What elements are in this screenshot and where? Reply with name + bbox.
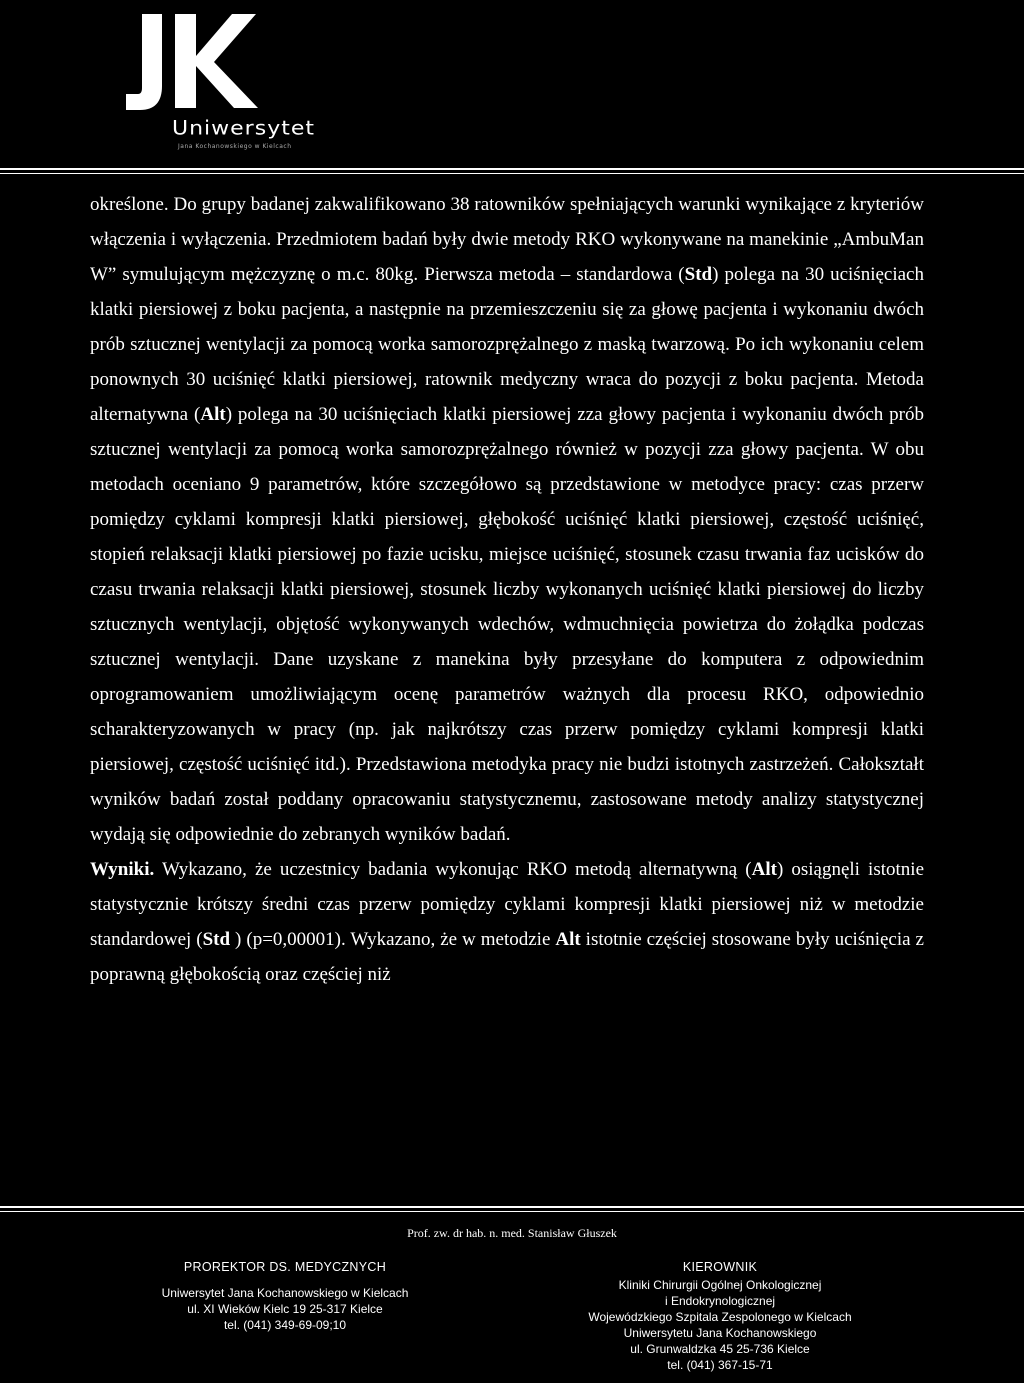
head-line: Wojewódzkiego Szpitala Zespolonego w Kielcach: [588, 1310, 852, 1324]
signer-name: Prof. zw. dr hab. n. med. Stanisław Głuszek: [407, 1226, 617, 1240]
header-divider: [0, 168, 1024, 170]
bold-text-run: Std: [684, 264, 713, 285]
footer-divider: [0, 1206, 1024, 1208]
text-run: istotnie częściej stosowane były uciśnięcia z poprawną głębokością oraz częściej niż: [90, 929, 924, 985]
bold-text-run: Std: [202, 929, 231, 950]
stamp-head-of-clinic: [560, 1259, 880, 1373]
text-run: ) osiągnęli istotnie statystycznie krótszy średni czas przerw pomiędzy cyklami kompresji klatki piersiowej niż w metodzie standardowej (: [90, 859, 924, 950]
head-line: ul. Grunwaldzka 45 25-736 Kielce: [630, 1342, 810, 1356]
page-header: [0, 0, 1024, 180]
paragraph-methods: [90, 187, 924, 852]
head-line: tel. (041) 367-15-71: [667, 1358, 773, 1372]
stamp-prorector: [150, 1259, 420, 1333]
prorector-line: ul. XI Wieków Kielc 19 25-317 Kielce: [187, 1302, 383, 1316]
head-line: i Endokrynologicznej: [664, 1294, 776, 1308]
bold-text-run: Wyniki.: [90, 859, 155, 880]
prorector-line: tel. (041) 349-69-09;10: [223, 1318, 347, 1332]
prorector-title: PROREKTOR DS. MEDYCZNYCH: [183, 1260, 387, 1274]
paragraph-results: [90, 852, 924, 992]
signature-footer: [0, 1214, 1024, 1383]
header-divider-thin: [0, 173, 1024, 174]
bold-text-run: Alt: [555, 929, 581, 950]
prorector-line: Uniwersytet Jana Kochanowskiego w Kielcach: [161, 1286, 409, 1300]
head-title: KIEROWNIK: [682, 1260, 758, 1274]
text-run: ) polega na 30 uciśnięciach klatki piersiowej z boku pacjenta, a następnie na przemieszczeniu się za głowę pacjenta i wykonaniu dwóch prób sztucznej wentylacji za pomocą worka samorozprężalnego z maską twarzową. Po ich wykonaniu celem ponownych 30 uciśnięć klatki piersiowej, ratownik medyczny wraca do pozycji z boku pacjenta. Metoda alternatywna (: [90, 264, 924, 425]
text-run: Wykazano, że uczestnicy badania wykonując RKO metodą alternatywną (: [154, 859, 752, 880]
university-name: Uniwersytet: [172, 117, 315, 140]
footer-divider-thin: [0, 1211, 1024, 1212]
bold-text-run: Alt: [200, 404, 226, 425]
head-line: Kliniki Chirurgii Ogólnej Onkologicznej: [618, 1278, 822, 1292]
head-line: Uniwersytetu Jana Kochanowskiego: [623, 1326, 817, 1340]
university-logo: [112, 8, 272, 118]
bold-text-run: Alt: [751, 859, 777, 880]
text-run: określone. Do grupy badanej zakwalifikowano 38 ratowników spełniających warunki wynikające z kryteriów włączenia i wyłączenia. Przedmiotem badań były dwie metody RKO wykonywane na manekinie „AmbuMan W” symulującym mężczyznę o m.c. 80kg. Pierwsza metoda – standardowa (: [90, 194, 924, 285]
document-body: [90, 187, 924, 992]
text-run: ) (p=0,00001). Wykazano, że w metodzie: [230, 929, 556, 950]
text-run: ) polega na 30 uciśnięciach klatki piersiowej zza głowy pacjenta i wykonaniu dwóch prób sztucznej wentylacji za pomocą worka samorozprężalnego również w pozycji zza głowy pacjenta. W obu metodach oceniano 9 parametrów, które szczegółowo są przedstawione w metodyce pracy: czas przerw pomiędzy cyklami kompresji klatki piersiowej, głębokość uciśnięć klatki piersiowej, częstość uciśnięć, stopień relaksacji klatki piersiowej po fazie ucisku, miejsce uciśnięć, stosunek czasu trwania faz ucisków do czasu trwania relaksacji klatki piersiowej, stosunek liczby wykonanych uciśnięć klatki piersiowej do liczby sztucznych wentylacji, objętość wykonywanych wdechów, wdmuchnięcia powietrza do żołądka podczas sztucznej wentylacji. Dane uzyskane z manekina były przesyłane do komputera z odpowiednim oprogramowaniem umożliwiającym ocenę parametrów ważnych dla procesu RKO, odpowiednio scharakteryzowanych w pracy (np. jak najkrótszy czas przerw pomiędzy cyklami kompresji klatki piersiowej, częstość uciśnięć itd.). Przedstawiona metodyka pracy nie budzi istotnych zastrzeżeń. Całokształt wyników badań został poddany opracowaniu statystycznemu, zastosowane metody analizy statystycznej wydają się odpowiednie do zebranych wyników badań.: [90, 404, 924, 845]
university-subtitle: Jana Kochanowskiego w Kielcach: [178, 143, 292, 150]
